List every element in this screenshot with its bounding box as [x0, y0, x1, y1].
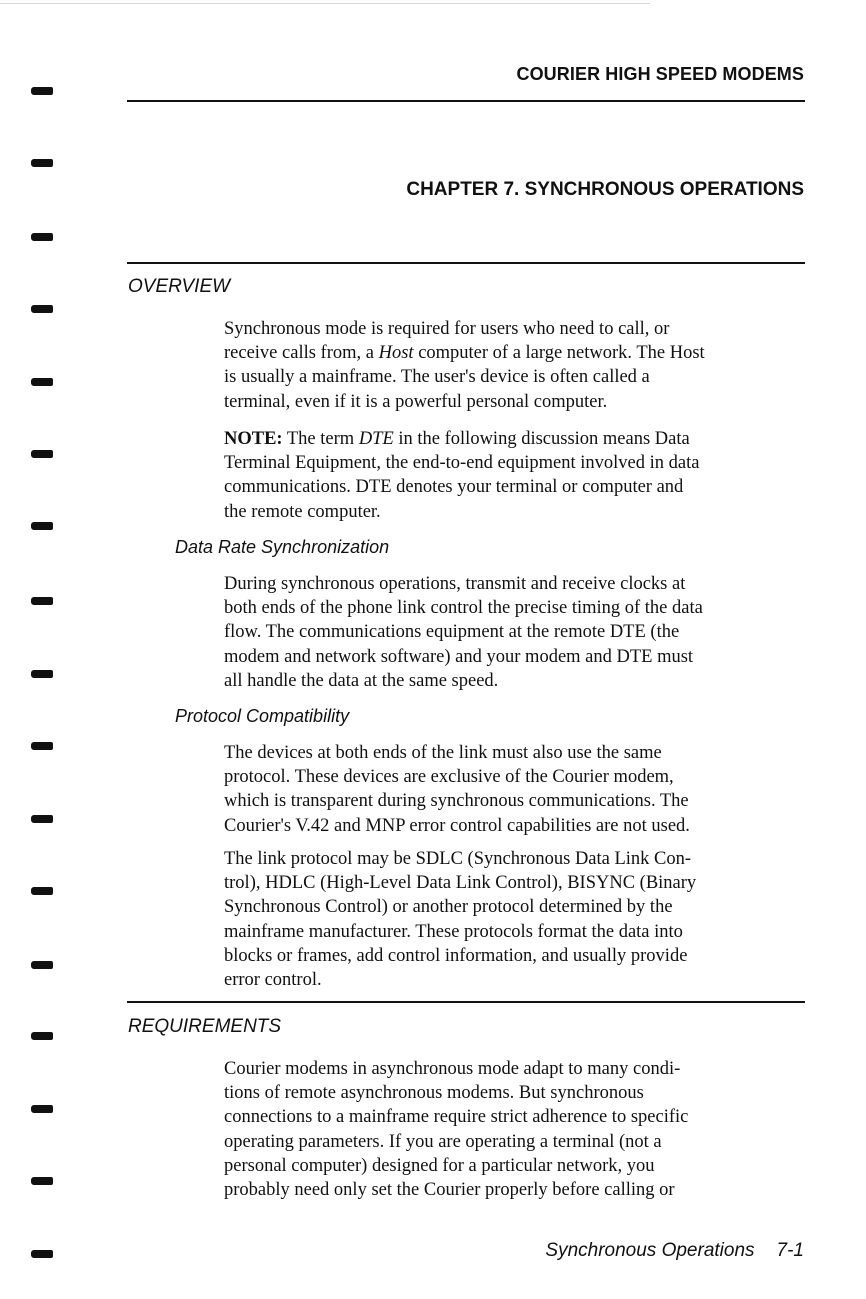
- text-line: which is transparent during synchronous communications. The: [224, 791, 689, 812]
- text-line: The devices at both ends of the link must also use the same: [224, 743, 662, 763]
- text-line: mainframe manufacturer. These protocols format the data into: [224, 921, 683, 942]
- punch-mark: [31, 159, 53, 167]
- punch-mark: [31, 87, 53, 95]
- section-heading-overview: OVERVIEW: [128, 276, 231, 297]
- text-line: protocol. These devices are exclusive of the Courier modem,: [224, 767, 674, 788]
- footer-section-title: Synchronous Operations: [545, 1240, 755, 1261]
- text-line: terminal, even if it is a powerful personal computer.: [224, 391, 608, 412]
- text-line: trol), HDLC (High-Level Data Link Control), BISYNC (Binary: [224, 873, 697, 894]
- subsection-heading-data-rate: Data Rate Synchronization: [175, 537, 390, 557]
- punch-mark: [31, 450, 53, 458]
- punch-mark: [31, 1105, 53, 1113]
- text-line: Courier's V.42 and MNP error control capabilities are not used.: [224, 815, 690, 836]
- header-rule: [127, 100, 805, 102]
- data-rate-paragraph: [224, 572, 806, 693]
- punch-mark: [31, 1032, 53, 1040]
- text-line: The link protocol may be SDLC (Synchronous Data Link Con-: [224, 849, 692, 869]
- text-line: flow. The communications equipment at the remote DTE (the: [224, 622, 680, 643]
- section-rule: [127, 1001, 805, 1003]
- requirements-paragraph: [224, 1057, 806, 1202]
- text-line: Synchronous Control) or another protocol determined by the: [224, 897, 673, 918]
- text-line: is usually a mainframe. The user's device is often called a: [224, 367, 650, 388]
- text-line: Courier modems in asynchronous mode adapt to many condi-: [224, 1059, 681, 1079]
- text-line: operating parameters. If you are operating a terminal (not a: [224, 1131, 662, 1152]
- punch-mark: [31, 670, 53, 678]
- text-line: tions of remote asynchronous modems. But synchronous: [224, 1083, 644, 1104]
- text-line: During synchronous operations, transmit and receive clocks at: [224, 574, 686, 594]
- punch-mark: [31, 378, 53, 386]
- protocol-paragraph-1: [224, 741, 806, 838]
- punch-mark: [31, 815, 53, 823]
- protocol-paragraph-2: [224, 847, 806, 992]
- page-footer: [545, 1240, 804, 1262]
- text-line: NOTE: The term DTE in the following discussion means Data: [224, 429, 690, 449]
- text-line: receive calls from, a Host computer of a large network. The Host: [224, 343, 705, 364]
- punch-mark: [31, 305, 53, 313]
- text-line: Terminal Equipment, the end-to-end equipment involved in data: [224, 453, 700, 474]
- text-line: both ends of the phone link control the precise timing of the data: [224, 598, 703, 619]
- chapter-title: CHAPTER 7. SYNCHRONOUS OPERATIONS: [406, 179, 804, 200]
- text-line: Synchronous mode is required for users who need to call, or: [224, 319, 670, 339]
- chapter-rule: [127, 262, 805, 264]
- section-heading-requirements: REQUIREMENTS: [128, 1016, 282, 1037]
- punch-mark: [31, 742, 53, 750]
- punch-mark: [31, 887, 53, 895]
- host-term: Host: [378, 343, 414, 364]
- dte-term: DTE: [358, 429, 394, 449]
- text-line: probably need only set the Courier properly before calling or: [224, 1180, 675, 1201]
- note-label: NOTE:: [224, 429, 283, 449]
- text-line: error control.: [224, 970, 322, 991]
- running-header: COURIER HIGH SPEED MODEMS: [516, 64, 804, 84]
- punch-mark: [31, 961, 53, 969]
- punch-mark: [31, 597, 53, 605]
- punch-mark: [31, 522, 53, 530]
- text-line: all handle the data at the same speed.: [224, 670, 499, 691]
- punch-mark: [31, 233, 53, 241]
- text-line: the remote computer.: [224, 501, 381, 522]
- scan-edge-line: [0, 3, 650, 4]
- text-line: personal computer) designed for a particular network, you: [224, 1155, 655, 1176]
- page-number: 7-1: [776, 1240, 804, 1261]
- text-line: modem and network software) and your modem and DTE must: [224, 646, 694, 667]
- subsection-heading-protocol: Protocol Compatibility: [175, 706, 350, 726]
- note-paragraph: [224, 427, 806, 524]
- overview-paragraph: [224, 317, 806, 414]
- text-line: blocks or frames, add control information, and usually provide: [224, 945, 688, 966]
- punch-mark: [31, 1250, 53, 1258]
- text-line: connections to a mainframe require strict adherence to specific: [224, 1107, 689, 1128]
- punch-mark: [31, 1177, 53, 1185]
- text-line: communications. DTE denotes your terminal or computer and: [224, 477, 684, 498]
